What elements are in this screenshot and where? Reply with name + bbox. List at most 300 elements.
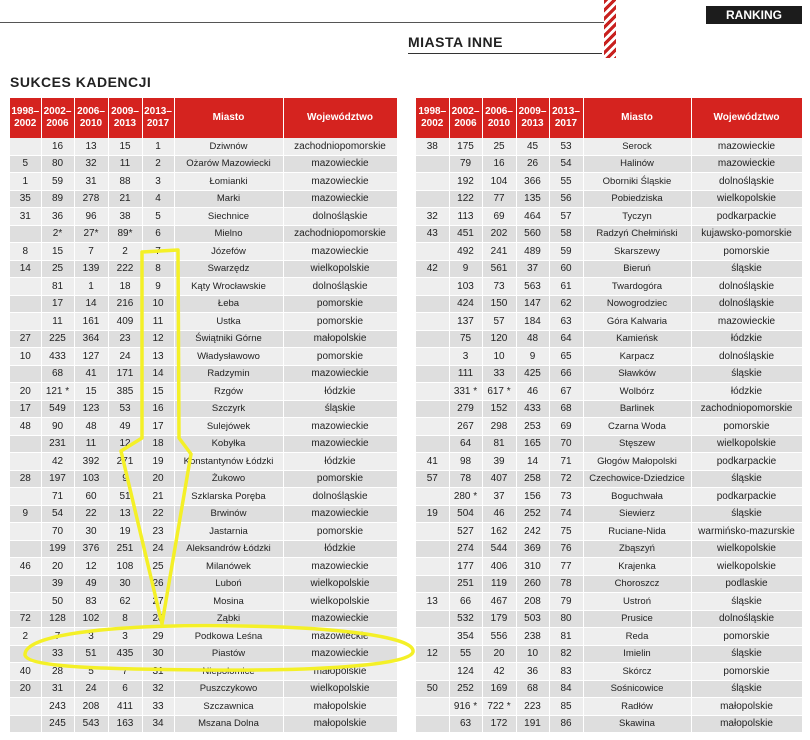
table-cell: małopolskie [283, 698, 397, 716]
table-row [10, 628, 397, 646]
table-cell: śląskie [691, 680, 802, 698]
table-cell [10, 225, 41, 243]
table-cell: 139 [74, 260, 108, 278]
table-cell: 504 [449, 505, 482, 523]
column-header: Miasto [174, 98, 283, 138]
table-cell [416, 155, 449, 173]
table-cell: pomorskie [283, 470, 397, 488]
table-cell: Skarszewy [583, 243, 691, 261]
table-cell: 31 [41, 680, 74, 698]
table-cell: 30 [108, 575, 142, 593]
table-cell: wielkopolskie [691, 558, 802, 576]
table-cell: 199 [41, 540, 74, 558]
table-cell: pomorskie [691, 628, 802, 646]
table-row [10, 330, 397, 348]
table-cell: 17 [41, 295, 74, 313]
table-cell: 66 [449, 593, 482, 611]
table-cell: 34 [142, 715, 174, 733]
table-cell: 19 [108, 523, 142, 541]
table-row [10, 575, 397, 593]
table-cell: 73 [482, 278, 516, 296]
table-row [10, 435, 397, 453]
table-cell: mazowieckie [283, 435, 397, 453]
table-cell: 123 [74, 400, 108, 418]
table-row [416, 645, 802, 663]
table-cell: 369 [516, 540, 549, 558]
table-cell: 331 * [449, 383, 482, 401]
table-row [416, 540, 802, 558]
table-cell: 39 [482, 453, 516, 471]
table-cell: małopolskie [283, 663, 397, 681]
table-cell: 42 [482, 663, 516, 681]
table-row [416, 365, 802, 383]
table-cell: 74 [549, 505, 583, 523]
table-cell: Żukowo [174, 470, 283, 488]
table-cell: 36 [516, 663, 549, 681]
table-cell: 127 [74, 348, 108, 366]
table-cell: 32 [74, 155, 108, 173]
table-cell: 42 [41, 453, 74, 471]
table-cell: 16 [482, 155, 516, 173]
table-cell: Choroszcz [583, 575, 691, 593]
table-cell: podlaskie [691, 575, 802, 593]
table-cell: 33 [41, 645, 74, 663]
table-cell: Marki [174, 190, 283, 208]
table-cell: 433 [41, 348, 74, 366]
table-row [416, 400, 802, 418]
table-cell: 81 [482, 435, 516, 453]
table-cell: Kobyłka [174, 435, 283, 453]
table-row [416, 383, 802, 401]
table-cell: 62 [549, 295, 583, 313]
table-cell: mazowieckie [283, 190, 397, 208]
table-cell: 527 [449, 523, 482, 541]
table-cell: 128 [41, 610, 74, 628]
column-header: Miasto [583, 98, 691, 138]
decorative-stripes [604, 0, 616, 58]
table-cell: 242 [516, 523, 549, 541]
table-cell: 2 [108, 243, 142, 261]
table-cell: 366 [516, 173, 549, 191]
table-cell: 75 [449, 330, 482, 348]
table-cell: 2 [10, 628, 41, 646]
table-cell: 364 [74, 330, 108, 348]
table-header-row [10, 98, 397, 138]
table-cell: mazowieckie [691, 313, 802, 331]
table-cell: 467 [482, 593, 516, 611]
table-cell: 252 [516, 505, 549, 523]
table-cell [416, 628, 449, 646]
table-cell: 23 [108, 330, 142, 348]
table-cell: 216 [108, 295, 142, 313]
subtitle-rule [408, 53, 602, 54]
table-cell: małopolskie [283, 330, 397, 348]
table-cell [10, 453, 41, 471]
table-cell: 147 [516, 295, 549, 313]
table-cell: 279 [449, 400, 482, 418]
column-header: Województwo [283, 98, 397, 138]
table-cell: 53 [549, 138, 583, 155]
table-cell: 50 [416, 680, 449, 698]
table-cell: 222 [108, 260, 142, 278]
table-cell [10, 523, 41, 541]
table-cell: 489 [516, 243, 549, 261]
table-cell: 26 [516, 155, 549, 173]
table-cell [416, 698, 449, 716]
table-cell: wielkopolskie [283, 680, 397, 698]
table-cell: 225 [41, 330, 74, 348]
table-cell [10, 365, 41, 383]
table-cell: 9 [142, 278, 174, 296]
table-cell: małopolskie [691, 715, 802, 733]
table-cell: 354 [449, 628, 482, 646]
table-row [10, 190, 397, 208]
table-cell: Dziwnów [174, 138, 283, 155]
table-cell: 85 [549, 698, 583, 716]
table-cell: Szklarska Poręba [174, 488, 283, 506]
table-row [416, 628, 802, 646]
ranking-table-right [416, 98, 803, 733]
table-cell: 33 [482, 365, 516, 383]
table-cell: 72 [549, 470, 583, 488]
table-row [10, 383, 397, 401]
table-cell: 15 [74, 383, 108, 401]
table-cell: 2 [142, 155, 174, 173]
table-cell: 310 [516, 558, 549, 576]
table-cell: 10 [516, 645, 549, 663]
table-cell: 14 [142, 365, 174, 383]
table-cell: 30 [142, 645, 174, 663]
table-cell: śląskie [691, 365, 802, 383]
table-cell: dolnośląskie [283, 488, 397, 506]
table-cell: 208 [74, 698, 108, 716]
table-cell: 37 [482, 488, 516, 506]
table-row [416, 295, 802, 313]
table-cell: 104 [482, 173, 516, 191]
table-cell: Piastów [174, 645, 283, 663]
table-cell: 177 [449, 558, 482, 576]
table-cell: 89* [108, 225, 142, 243]
table-cell: 407 [482, 470, 516, 488]
table-cell: 492 [449, 243, 482, 261]
table-cell: Jastarnia [174, 523, 283, 541]
table-cell: 13 [74, 138, 108, 155]
table-cell: 172 [482, 715, 516, 733]
table-cell: śląskie [283, 400, 397, 418]
table-cell: 503 [516, 610, 549, 628]
table-cell: 14 [516, 453, 549, 471]
table-cell: 66 [549, 365, 583, 383]
table-cell: 122 [449, 190, 482, 208]
table-cell: 25 [482, 138, 516, 155]
column-header: 2009–2013 [108, 98, 142, 138]
table-cell: 561 [482, 260, 516, 278]
table-cell: 251 [449, 575, 482, 593]
table-cell: 24 [74, 680, 108, 698]
table-cell: 14 [74, 295, 108, 313]
table-cell: 121 * [41, 383, 74, 401]
table-cell: Boguchwała [583, 488, 691, 506]
table-cell: 60 [74, 488, 108, 506]
table-cell: 549 [41, 400, 74, 418]
table-cell: 9 [108, 470, 142, 488]
table-row [10, 173, 397, 191]
table-cell: 169 [482, 680, 516, 698]
table-cell: 68 [41, 365, 74, 383]
table-cell: 30 [74, 523, 108, 541]
table-cell: Krajenka [583, 558, 691, 576]
table-cell: Podkowa Leśna [174, 628, 283, 646]
table-cell: 27* [74, 225, 108, 243]
table-cell: 83 [74, 593, 108, 611]
table-cell: małopolskie [283, 715, 397, 733]
table-cell: 69 [482, 208, 516, 226]
table-cell: 13 [142, 348, 174, 366]
table-cell: 150 [482, 295, 516, 313]
table-cell [416, 278, 449, 296]
table-cell [416, 663, 449, 681]
table-cell: 61 [549, 278, 583, 296]
table-cell: 24 [142, 540, 174, 558]
table-cell: 409 [108, 313, 142, 331]
table-cell: 111 [449, 365, 482, 383]
table-cell: podkarpackie [691, 208, 802, 226]
table-cell [416, 383, 449, 401]
table-cell: łódzkie [691, 383, 802, 401]
top-rule [0, 22, 605, 23]
table-row [416, 278, 802, 296]
table-cell: 45 [516, 138, 549, 155]
table-cell: Serock [583, 138, 691, 155]
table-cell: 916 * [449, 698, 482, 716]
table-cell: 37 [516, 260, 549, 278]
table-cell: 238 [516, 628, 549, 646]
table-cell: 103 [74, 470, 108, 488]
table-row [416, 155, 802, 173]
table-header-row [416, 98, 802, 138]
table-cell: 102 [74, 610, 108, 628]
table-cell: 464 [516, 208, 549, 226]
table-cell [416, 365, 449, 383]
table-row [416, 138, 802, 155]
table-cell: 245 [41, 715, 74, 733]
table-cell: 78 [449, 470, 482, 488]
table-cell: Tyczyn [583, 208, 691, 226]
table-cell: 43 [416, 225, 449, 243]
table-cell: mazowieckie [283, 558, 397, 576]
table-cell: Konstantynów Łódzki [174, 453, 283, 471]
table-cell: Władysławowo [174, 348, 283, 366]
table-cell: dolnośląskie [691, 295, 802, 313]
table-cell: 80 [549, 610, 583, 628]
table-cell: 41 [416, 453, 449, 471]
table-cell: 46 [482, 505, 516, 523]
table-cell: 3 [449, 348, 482, 366]
table-cell: Radzyń Chełmiński [583, 225, 691, 243]
table-cell: 49 [108, 418, 142, 436]
table-cell: Ząbki [174, 610, 283, 628]
table-cell: 278 [74, 190, 108, 208]
table-cell: 425 [516, 365, 549, 383]
table-row [416, 453, 802, 471]
table-cell: 60 [549, 260, 583, 278]
table-cell: 113 [449, 208, 482, 226]
table-cell: łódzkie [283, 453, 397, 471]
table-cell: Sławków [583, 365, 691, 383]
column-header: 2013–2017 [549, 98, 583, 138]
table-cell: 10 [482, 348, 516, 366]
ranking-badge: RANKING [706, 6, 802, 24]
table-cell [416, 330, 449, 348]
table-cell: 27 [10, 330, 41, 348]
table-cell: 28 [41, 663, 74, 681]
table-cell: 73 [549, 488, 583, 506]
table-cell: Skórcz [583, 663, 691, 681]
table-cell: 192 [449, 173, 482, 191]
table-cell: mazowieckie [283, 610, 397, 628]
table-cell: Ustroń [583, 593, 691, 611]
table-cell: 5 [10, 155, 41, 173]
table-cell: 124 [449, 663, 482, 681]
table-cell: 406 [482, 558, 516, 576]
table-cell: 231 [41, 435, 74, 453]
table-cell [416, 610, 449, 628]
table-cell: Czarna Woda [583, 418, 691, 436]
table-cell: wielkopolskie [691, 540, 802, 558]
table-row [416, 173, 802, 191]
table-cell: 70 [549, 435, 583, 453]
table-cell: 10 [142, 295, 174, 313]
table-cell: 53 [108, 400, 142, 418]
table-row [10, 418, 397, 436]
table-row [416, 558, 802, 576]
table-cell: 63 [549, 313, 583, 331]
table-cell: 137 [449, 313, 482, 331]
table-cell: 543 [74, 715, 108, 733]
table-cell: 223 [516, 698, 549, 716]
table-cell: 10 [10, 348, 41, 366]
table-cell: 62 [108, 593, 142, 611]
table-cell: 68 [516, 680, 549, 698]
table-cell [10, 540, 41, 558]
table-cell: pomorskie [691, 418, 802, 436]
table-cell: 5 [142, 208, 174, 226]
table-cell: 86 [549, 715, 583, 733]
table-row [416, 435, 802, 453]
table-cell: 12 [416, 645, 449, 663]
table-cell: 12 [108, 435, 142, 453]
table-cell: mazowieckie [283, 155, 397, 173]
table-cell: 58 [549, 225, 583, 243]
table-row [416, 208, 802, 226]
table-cell [416, 435, 449, 453]
table-cell: 7 [74, 243, 108, 261]
table-cell: wielkopolskie [283, 575, 397, 593]
table-cell: 77 [482, 190, 516, 208]
table-cell: 50 [41, 593, 74, 611]
table-cell: 108 [108, 558, 142, 576]
table-row [416, 715, 802, 733]
table-cell: 9 [449, 260, 482, 278]
table-cell: 165 [516, 435, 549, 453]
table-cell: 435 [108, 645, 142, 663]
table-cell: Góra Kalwaria [583, 313, 691, 331]
table-row [416, 313, 802, 331]
table-cell: dolnośląskie [691, 610, 802, 628]
table-cell: Rzgów [174, 383, 283, 401]
table-row [10, 663, 397, 681]
table-cell: 80 [41, 155, 74, 173]
table-cell: Sulejówek [174, 418, 283, 436]
table-cell [416, 540, 449, 558]
table-cell: 77 [549, 558, 583, 576]
table-cell: 32 [416, 208, 449, 226]
table-cell: Czechowice-Dziedzice [583, 470, 691, 488]
table-cell: 28 [10, 470, 41, 488]
table-cell: 33 [142, 698, 174, 716]
table-cell: 69 [549, 418, 583, 436]
table-cell: 197 [41, 470, 74, 488]
table-cell: 15 [142, 383, 174, 401]
table-cell: zachodniopomorskie [691, 400, 802, 418]
table-row [10, 488, 397, 506]
table-cell: 103 [449, 278, 482, 296]
table-cell: 241 [482, 243, 516, 261]
table-cell: Mszana Dolna [174, 715, 283, 733]
table-cell [416, 295, 449, 313]
table-cell: mazowieckie [283, 505, 397, 523]
table-cell: 4 [142, 190, 174, 208]
table-row [416, 225, 802, 243]
column-header: 2002–2006 [41, 98, 74, 138]
table-cell: 82 [549, 645, 583, 663]
table-cell: 55 [449, 645, 482, 663]
table-cell: 424 [449, 295, 482, 313]
table-cell: 15 [41, 243, 74, 261]
table-cell: podkarpackie [691, 453, 802, 471]
table-cell: śląskie [691, 645, 802, 663]
table-cell: 38 [108, 208, 142, 226]
table-cell: mazowieckie [283, 628, 397, 646]
table-row [416, 680, 802, 698]
table-cell: 13 [108, 505, 142, 523]
table-cell: 12 [74, 558, 108, 576]
table-cell: 63 [449, 715, 482, 733]
table-cell: Pobiedziska [583, 190, 691, 208]
column-header: 1998–2002 [416, 98, 449, 138]
table-cell: 385 [108, 383, 142, 401]
table-cell: Radłów [583, 698, 691, 716]
table-cell: 41 [74, 365, 108, 383]
table-cell: 59 [549, 243, 583, 261]
table-cell: Stęszew [583, 435, 691, 453]
table-cell: 64 [449, 435, 482, 453]
table-cell: 88 [108, 173, 142, 191]
table-cell: 411 [108, 698, 142, 716]
table-cell: 1 [74, 278, 108, 296]
table-cell: Zbąszyń [583, 540, 691, 558]
table-cell: 163 [108, 715, 142, 733]
table-cell [10, 575, 41, 593]
table-cell: Ożarów Mazowiecki [174, 155, 283, 173]
table-row [10, 295, 397, 313]
table-cell: 14 [10, 260, 41, 278]
table-row [416, 593, 802, 611]
table-cell: łódzkie [283, 383, 397, 401]
table-cell: 376 [74, 540, 108, 558]
table-cell: 20 [10, 383, 41, 401]
table-cell: 11 [41, 313, 74, 331]
